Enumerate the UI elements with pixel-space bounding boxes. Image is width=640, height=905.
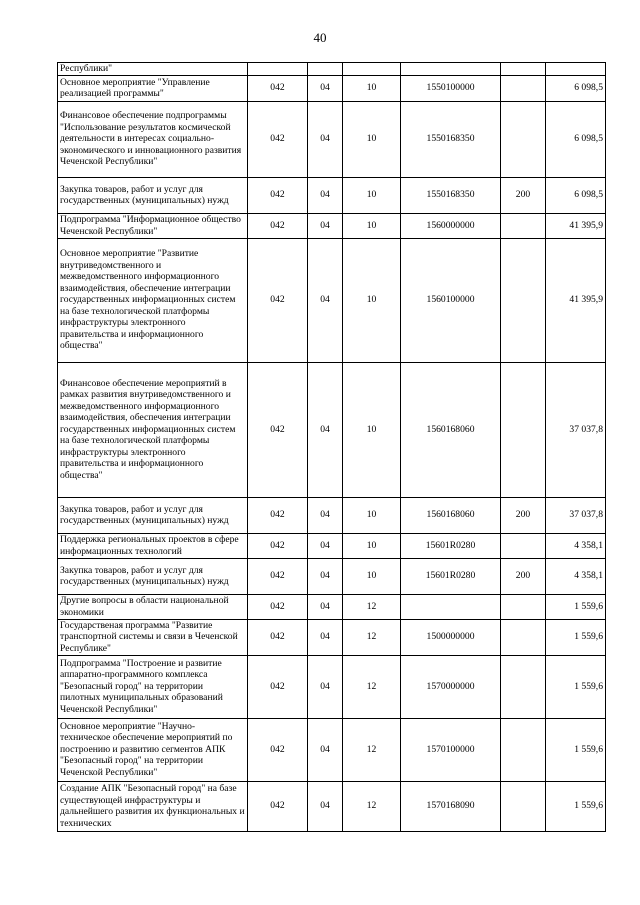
row-rz: 04 xyxy=(308,718,343,781)
table-row xyxy=(58,619,606,655)
row-gr: 042 xyxy=(248,75,308,101)
row-gr: 042 xyxy=(248,213,308,238)
row-csr: 1570168090 xyxy=(401,781,501,831)
table-row xyxy=(58,213,606,238)
row-pr: 12 xyxy=(343,781,401,831)
row-csr: 1570100000 xyxy=(401,718,501,781)
row-rz: 04 xyxy=(308,619,343,655)
row-name: Поддержка региональных проектов в сфере информационных технологий xyxy=(58,533,248,558)
row-vr xyxy=(501,238,546,362)
row-csr: 15601R0280 xyxy=(401,533,501,558)
row-name: Создание АПК "Безопасный город" на базе существующей инфраструктуры и дальнейшего развития их функциональных и технических xyxy=(58,781,248,831)
row-pr: 10 xyxy=(343,75,401,101)
row-sum xyxy=(546,63,606,76)
row-vr xyxy=(501,718,546,781)
row-vr xyxy=(501,619,546,655)
row-sum: 6 098,5 xyxy=(546,177,606,213)
row-csr: 1570000000 xyxy=(401,655,501,718)
row-pr: 10 xyxy=(343,101,401,177)
row-name: Основное мероприятие "Научно-техническое обеспечение мероприятий по построению и развитию сегментов АПК "Безопасный город" на территории Чеченской Республики" xyxy=(58,718,248,781)
row-gr: 042 xyxy=(248,533,308,558)
row-name: Закупка товаров, работ и услуг для государственных (муниципальных) нужд xyxy=(58,497,248,533)
table-row xyxy=(58,718,606,781)
row-gr: 042 xyxy=(248,655,308,718)
row-vr xyxy=(501,533,546,558)
page-number: 40 xyxy=(313,30,327,45)
row-gr: 042 xyxy=(248,238,308,362)
row-rz: 04 xyxy=(308,101,343,177)
row-gr: 042 xyxy=(248,362,308,497)
table-row xyxy=(58,497,606,533)
row-vr xyxy=(501,213,546,238)
row-pr: 10 xyxy=(343,177,401,213)
budget-table-body xyxy=(58,63,606,832)
row-rz: 04 xyxy=(308,533,343,558)
table-row xyxy=(58,533,606,558)
row-name: Закупка товаров, работ и услуг для государственных (муниципальных) нужд xyxy=(58,177,248,213)
row-gr: 042 xyxy=(248,558,308,594)
row-sum: 41 395,9 xyxy=(546,238,606,362)
row-csr: 1560100000 xyxy=(401,238,501,362)
row-gr: 042 xyxy=(248,718,308,781)
row-gr: 042 xyxy=(248,619,308,655)
row-sum: 4 358,1 xyxy=(546,558,606,594)
row-name: Другие вопросы в области национальной экономики xyxy=(58,594,248,619)
row-pr: 12 xyxy=(343,655,401,718)
row-sum: 1 559,6 xyxy=(546,619,606,655)
row-rz: 04 xyxy=(308,177,343,213)
row-vr: 200 xyxy=(501,497,546,533)
row-gr: 042 xyxy=(248,594,308,619)
row-pr: 12 xyxy=(343,594,401,619)
row-name: Основное мероприятие "Развитие внутриведомственного и межведомственного информационного взаимодействия, обеспечение интеграции государственных информационных систем на базе технологической платформы инфраструктуры электронного правительства и информационного общества" xyxy=(58,238,248,362)
row-pr: 10 xyxy=(343,238,401,362)
row-vr: 200 xyxy=(501,177,546,213)
row-name: Республики" xyxy=(58,63,248,76)
row-pr: 10 xyxy=(343,558,401,594)
row-name: Закупка товаров, работ и услуг для государственных (муниципальных) нужд xyxy=(58,558,248,594)
row-sum: 1 559,6 xyxy=(546,594,606,619)
row-rz: 04 xyxy=(308,75,343,101)
row-csr: 1550168350 xyxy=(401,101,501,177)
table-row xyxy=(58,238,606,362)
row-vr xyxy=(501,781,546,831)
row-sum: 37 037,8 xyxy=(546,362,606,497)
table-row xyxy=(58,558,606,594)
row-rz: 04 xyxy=(308,781,343,831)
row-sum: 1 559,6 xyxy=(546,718,606,781)
table-row xyxy=(58,177,606,213)
row-vr xyxy=(501,75,546,101)
row-vr xyxy=(501,362,546,497)
table-row xyxy=(58,63,606,76)
row-sum: 1 559,6 xyxy=(546,655,606,718)
row-sum: 6 098,5 xyxy=(546,101,606,177)
row-rz: 04 xyxy=(308,497,343,533)
row-sum: 41 395,9 xyxy=(546,213,606,238)
row-name: Государственая программа "Развитие транспортной системы и связи в Чеченской Республике" xyxy=(58,619,248,655)
row-rz: 04 xyxy=(308,594,343,619)
row-rz xyxy=(308,63,343,76)
row-rz: 04 xyxy=(308,655,343,718)
row-sum: 6 098,5 xyxy=(546,75,606,101)
row-pr xyxy=(343,63,401,76)
row-csr: 1560168060 xyxy=(401,497,501,533)
row-vr: 200 xyxy=(501,558,546,594)
row-pr: 12 xyxy=(343,718,401,781)
row-csr: 1500000000 xyxy=(401,619,501,655)
table-row xyxy=(58,101,606,177)
row-name: Финансовое обеспечение мероприятий в рамках развития внутриведомственного и межведомственного информационного взаимодействия, обеспечения интеграции государственных информационных систем на базе технологической платформы инфраструктуры электронного правительства и информационного общества" xyxy=(58,362,248,497)
table-row xyxy=(58,594,606,619)
row-csr: 1560168060 xyxy=(401,362,501,497)
row-sum: 4 358,1 xyxy=(546,533,606,558)
row-sum: 1 559,6 xyxy=(546,781,606,831)
row-gr xyxy=(248,63,308,76)
row-pr: 12 xyxy=(343,619,401,655)
row-name: Подпрограмма "Информационное общество Чеченской Республики" xyxy=(58,213,248,238)
table-row xyxy=(58,781,606,831)
table-row xyxy=(58,362,606,497)
budget-table xyxy=(57,62,606,832)
row-gr: 042 xyxy=(248,101,308,177)
row-gr: 042 xyxy=(248,781,308,831)
row-csr: 1550100000 xyxy=(401,75,501,101)
table-row xyxy=(58,655,606,718)
row-vr xyxy=(501,655,546,718)
row-rz: 04 xyxy=(308,558,343,594)
row-pr: 10 xyxy=(343,213,401,238)
row-csr xyxy=(401,63,501,76)
row-gr: 042 xyxy=(248,497,308,533)
table-row xyxy=(58,75,606,101)
row-vr xyxy=(501,63,546,76)
row-pr: 10 xyxy=(343,362,401,497)
row-pr: 10 xyxy=(343,497,401,533)
row-name: Финансовое обеспечение подпрограммы "Использование результатов космической деятельности в интересах социально-экономического и инновационного развития Чеченской Республики" xyxy=(58,101,248,177)
row-rz: 04 xyxy=(308,238,343,362)
row-vr xyxy=(501,594,546,619)
row-name: Подпрограмма "Построение и развитие аппаратно-программного комплекса "Безопасный город" на территории пилотных муниципальных образований Чеченской Республики" xyxy=(58,655,248,718)
row-csr xyxy=(401,594,501,619)
row-vr xyxy=(501,101,546,177)
row-sum: 37 037,8 xyxy=(546,497,606,533)
row-name: Основное мероприятие "Управление реализацией программы" xyxy=(58,75,248,101)
row-csr: 1550168350 xyxy=(401,177,501,213)
row-rz: 04 xyxy=(308,213,343,238)
row-csr: 15601R0280 xyxy=(401,558,501,594)
row-csr: 1560000000 xyxy=(401,213,501,238)
row-gr: 042 xyxy=(248,177,308,213)
row-rz: 04 xyxy=(308,362,343,497)
row-pr: 10 xyxy=(343,533,401,558)
